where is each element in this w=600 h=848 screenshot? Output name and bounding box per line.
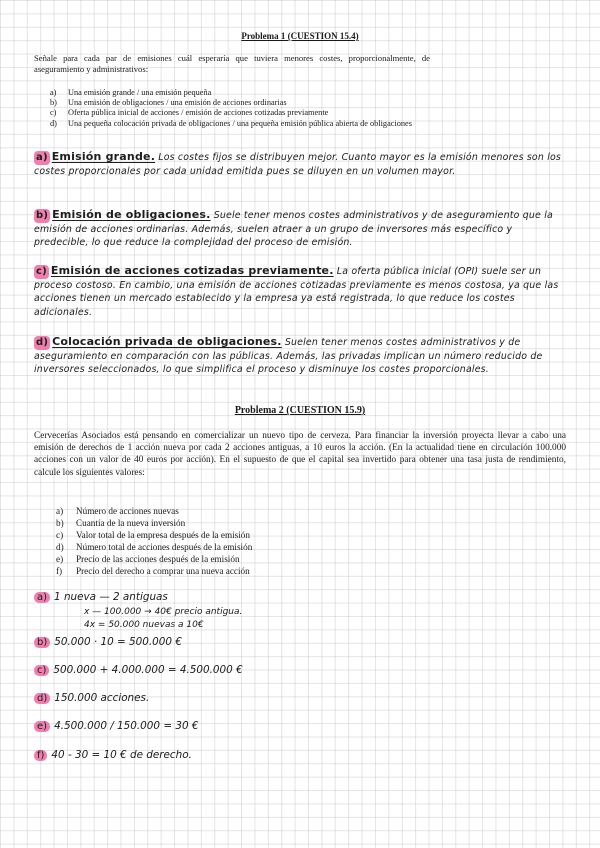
problem-2-title: Problema 2 (CUESTION 15.9) [234, 405, 366, 416]
list-item: d) Una pequeña colocación privada de obligaciones / una pequeña emisión pública abierta de obligaciones [50, 118, 412, 128]
list-item: e) Precio de las acciones después de la emisión [56, 554, 240, 564]
list-item: d) Número total de acciones después de la emisión [56, 542, 253, 552]
answer-2c: c) 500.000 + 4.000.000 = 4.500.000 € [34, 664, 243, 676]
answer-1b: b) Emisión de obligaciones. Suele tener menos costes administrativos y de aseguramiento que la emisión de acciones ordinarias. Además, suelen atraer a un grupo de inversores más específico y predecible, lo que reduce la complejidad del proceso de emisión. [34, 208, 553, 248]
list-item: a) Número de acciones nuevas [56, 506, 179, 516]
answer-1d: d) Colocación privada de obligaciones. Suelen tener menos costes administrativos y de aseguramiento en comparación con las públicas. Además, las privadas implican un número reducido de inversores seleccionados, lo que simplifica el proceso y disminuye los costes proporcionales. [34, 335, 543, 375]
problem-2-questions [56, 505, 436, 577]
problem-1-title: Problema 1 (CUESTION 15.4) [241, 31, 359, 41]
list-item: c) Valor total de la empresa después de la emisión [56, 530, 250, 540]
list-item: b) Una emisión de obligaciones / una emisión de acciones ordinarias [50, 98, 287, 108]
answer-1a: a) Emisión grande. Los costes fijos se distribuyen mejor. Cuanto mayor es la emisión menores son los costes proporcionales por cada unidad emitida pues se diluyen en un volumen mayor. [34, 150, 562, 177]
answer-2a-line3: 4x = 50.000 nuevas a 10€ [84, 620, 204, 630]
answer-2a: a) 1 nueva — 2 antiguas [34, 591, 168, 603]
problem-2-intro: Cervecerías Asociados está pensando en comercializar un nuevo tipo de cerveza. Para financiar la inversión proyecta llevar a cabo una emisión de derechos de 1 acción nueva por cada 2 acciones antiguas, a 10 euros la acción. (En la actualidad tiene en circulación 100.000 acciones con un valor de 40 euros por acción). En el supuesto de que el capital sea invertido para obtener una tasa justa de rendimiento, calcule los siguientes valores: [34, 431, 566, 478]
answer-2f: f) 40 - 30 = 10 € de derecho. [34, 749, 192, 761]
answer-1c: c) Emisión de acciones cotizadas previamente. La oferta pública inicial (OPI) suele ser un proceso costoso. En cambio, una emisión de acciones cotizadas previamente es menos costosa, ya que las acciones tienen un mercado establecido y la empresa ya está registrada, lo que reduce los costes adicionales. [34, 264, 559, 318]
list-item: b) Cuantía de la nueva inversión [56, 518, 186, 528]
problem-1-intro: Señale para cada par de emisiones cuál esperaría que tuviera menores costes, proporcionalmente, de aseguramiento y administrativos: [34, 53, 430, 74]
list-item: f) Precio del derecho a comprar una nueva acción [56, 566, 250, 576]
list-item: c) Oferta pública inicial de acciones / emisión de acciones cotizadas previamente [50, 108, 329, 118]
answer-2d: d) 150.000 acciones. [34, 692, 149, 704]
answer-2a-line2: x — 100.000 → 40€ precio antigua. [84, 607, 243, 617]
answer-2e: e) 4.500.000 / 150.000 = 30 € [34, 720, 198, 732]
answer-2b: b) 50.000 · 10 = 500.000 € [34, 636, 182, 648]
list-item: a) Una emisión grande / una emisión pequeña [50, 88, 212, 97]
problem-1-options [50, 88, 432, 129]
